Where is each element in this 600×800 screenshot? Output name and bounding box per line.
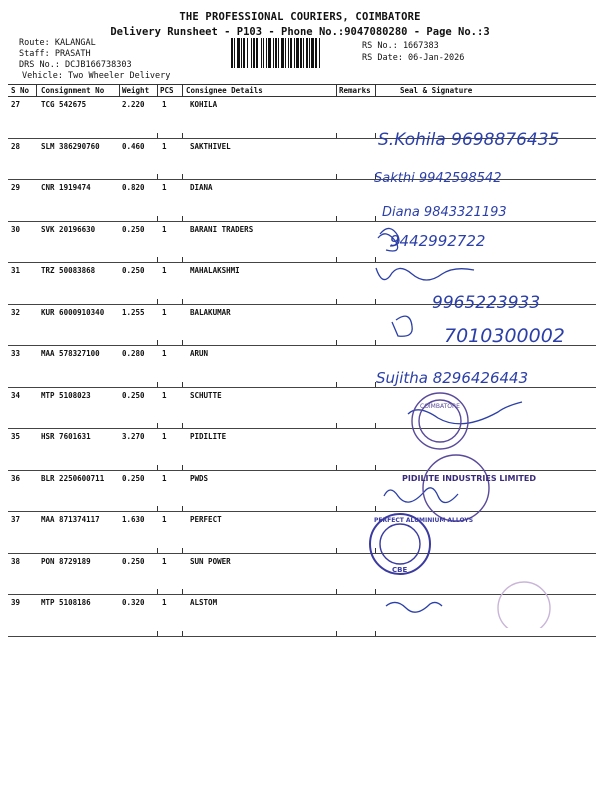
cell-sno: 32 <box>11 307 21 317</box>
column-tick <box>182 299 183 304</box>
document-title: THE PROFESSIONAL COURIERS, COIMBATORE <box>179 11 421 23</box>
cell-weight: 0.280 <box>122 349 145 358</box>
cell-cno: MAA 871374117 <box>41 515 100 524</box>
signature-balakumar: 7010300002 <box>444 325 565 347</box>
cell-pcs: 1 <box>162 141 167 151</box>
column-tick <box>182 216 183 221</box>
cell-weight: 2.220 <box>122 100 145 109</box>
cell-sno: 34 <box>11 390 21 400</box>
route-label: Route: KALANGAL <box>19 38 96 48</box>
signature-diana: Diana 9843321193 <box>382 205 507 220</box>
perfect-stamp-text: PERFECT ALUMINIUM ALLOYS <box>374 517 474 524</box>
barcode <box>231 38 357 68</box>
cell-consignee: PERFECT <box>190 515 222 524</box>
cell-consignee: SCHUTTE <box>190 390 222 400</box>
rs-date: RS Date: 06-Jan-2026 <box>362 53 465 63</box>
col-header-sno: S No <box>11 86 30 95</box>
column-tick <box>182 257 183 262</box>
col-header-weight: Weight <box>122 86 150 95</box>
column-tick <box>157 382 158 387</box>
cell-sno: 35 <box>11 432 21 441</box>
column-tick <box>157 216 158 221</box>
column-tick <box>336 299 337 304</box>
column-tick <box>336 631 337 636</box>
column-tick <box>157 133 158 138</box>
col-header-remarks: Remarks <box>339 86 371 95</box>
column-tick <box>182 506 183 511</box>
cell-cno: MAA 578327100 <box>41 349 100 358</box>
cell-weight: 0.250 <box>122 556 145 566</box>
cell-sno: 29 <box>11 183 21 192</box>
column-tick <box>182 631 183 636</box>
column-tick <box>336 216 337 221</box>
column-tick <box>182 133 183 138</box>
cell-pcs: 1 <box>162 183 167 192</box>
cell-sno: 38 <box>11 556 21 566</box>
column-tick <box>182 465 183 470</box>
cell-consignee: BARANI TRADERS <box>190 224 254 234</box>
cell-cno: HSR 7601631 <box>41 432 91 441</box>
column-tick <box>336 423 337 428</box>
staff-label: Staff: PRASATH <box>19 49 91 59</box>
column-tick <box>182 340 183 345</box>
column-tick <box>336 257 337 262</box>
cell-consignee: SAKTHIVEL <box>190 141 231 151</box>
cell-cno: BLR 2250600711 <box>41 473 105 483</box>
drs-label: DRS No.: DCJB166738303 <box>19 60 132 70</box>
cell-weight: 0.460 <box>122 141 145 151</box>
column-tick <box>336 506 337 511</box>
cell-weight: 0.250 <box>122 473 145 483</box>
signature-arun: Sujitha 8296426443 <box>376 369 529 387</box>
cell-consignee: SUN POWER <box>190 556 231 566</box>
column-tick <box>336 133 337 138</box>
cell-weight: 0.250 <box>122 266 145 275</box>
signature-sakthi: Sakthi 9942598542 <box>374 171 502 186</box>
cell-sno: 30 <box>11 224 21 234</box>
cell-cno: PON 8729189 <box>41 556 91 566</box>
column-tick <box>157 174 158 179</box>
column-tick <box>182 174 183 179</box>
cell-pcs: 1 <box>162 390 167 400</box>
cell-cno: TRZ 50083868 <box>41 266 96 275</box>
vehicle-label: Vehicle: Two Wheeler Delivery <box>22 71 171 81</box>
column-tick <box>336 465 337 470</box>
cell-sno: 28 <box>11 141 21 151</box>
cell-pcs: 1 <box>162 515 167 524</box>
cell-weight: 1.255 <box>122 307 145 317</box>
column-tick <box>182 589 183 594</box>
column-tick <box>157 299 158 304</box>
cell-consignee: ALSTOM <box>190 598 218 607</box>
cell-weight: 0.820 <box>122 183 145 192</box>
column-tick <box>157 589 158 594</box>
signature-barani: 9442992722 <box>390 232 486 250</box>
column-tick <box>182 548 183 553</box>
cell-pcs: 1 <box>162 224 167 234</box>
document-subtitle: Delivery Runsheet - P103 - Phone No.:9047080280 - Page No.:3 <box>110 26 490 38</box>
signature-overlay <box>368 118 593 628</box>
cell-sno: 33 <box>11 349 21 358</box>
cell-cno: SLM 386290760 <box>41 141 100 151</box>
cell-consignee: MAHALAKSHMI <box>190 266 240 275</box>
cell-sno: 39 <box>11 598 21 607</box>
scribble-alstom <box>386 602 442 612</box>
cell-pcs: 1 <box>162 473 167 483</box>
coimbatore-stamp-text: COIMBATORE <box>420 403 460 410</box>
column-tick <box>336 340 337 345</box>
cell-sno: 27 <box>11 100 21 109</box>
scribble-mahalakshmi <box>376 268 474 280</box>
cell-consignee: BALAKUMAR <box>190 307 231 317</box>
col-header-signature: Seal & Signature <box>400 86 473 95</box>
coimbatore-stamp <box>412 393 468 449</box>
column-tick <box>157 465 158 470</box>
cell-consignee: PIDILITE <box>190 432 227 441</box>
cell-sno: 31 <box>11 266 21 275</box>
row-divider <box>8 636 596 637</box>
cell-pcs: 1 <box>162 307 167 317</box>
cell-cno: TCG 542675 <box>41 100 87 109</box>
column-tick <box>157 506 158 511</box>
cell-cno: SVK 20196630 <box>41 224 96 234</box>
col-header-consignment: Consignment No <box>41 86 105 95</box>
column-tick <box>182 382 183 387</box>
scribble-pwds <box>384 488 458 503</box>
column-tick <box>157 548 158 553</box>
column-tick <box>157 631 158 636</box>
column-tick <box>336 589 337 594</box>
cell-pcs: 1 <box>162 266 167 275</box>
signature-kohila: S.Kohila 9698876435 <box>378 130 560 150</box>
cell-weight: 0.250 <box>122 224 145 234</box>
scribble-balakumar <box>392 316 412 336</box>
cell-cno: KUR 6000910340 <box>41 307 105 317</box>
column-tick <box>157 423 158 428</box>
cell-pcs: 1 <box>162 556 167 566</box>
cell-pcs: 1 <box>162 349 167 358</box>
column-tick <box>375 631 376 636</box>
column-tick <box>336 382 337 387</box>
cell-cno: CNR 1919474 <box>41 183 91 192</box>
column-tick <box>336 174 337 179</box>
cell-weight: 0.250 <box>122 390 145 400</box>
cell-pcs: 1 <box>162 432 167 441</box>
column-tick <box>336 548 337 553</box>
pidilite-stamp-text: PIDILITE INDUSTRIES LIMITED <box>402 474 536 483</box>
signature-mahalakshmi: 9965223933 <box>432 293 541 313</box>
cell-sno: 37 <box>11 515 21 524</box>
faded-stamp <box>498 582 550 628</box>
cell-consignee: PWDS <box>190 473 209 483</box>
cell-pcs: 1 <box>162 100 167 109</box>
col-header-pcs: PCS <box>160 86 174 95</box>
cell-weight: 0.320 <box>122 598 145 607</box>
cell-consignee: KOHILA <box>190 100 218 109</box>
cell-consignee: DIANA <box>190 183 213 192</box>
cell-sno: 36 <box>11 473 21 483</box>
perfect-stamp-city: CBE <box>392 566 408 574</box>
cell-pcs: 1 <box>162 598 167 607</box>
column-tick <box>157 340 158 345</box>
cell-cno: MTP 5108186 <box>41 598 91 607</box>
cell-consignee: ARUN <box>190 349 209 358</box>
cell-weight: 1.630 <box>122 515 145 524</box>
cell-weight: 3.270 <box>122 432 145 441</box>
column-tick <box>157 257 158 262</box>
cell-cno: MTP 5108023 <box>41 390 91 400</box>
rs-number: RS No.: 1667383 <box>362 41 439 51</box>
col-header-consignee: Consignee Details <box>186 86 263 95</box>
column-tick <box>182 423 183 428</box>
